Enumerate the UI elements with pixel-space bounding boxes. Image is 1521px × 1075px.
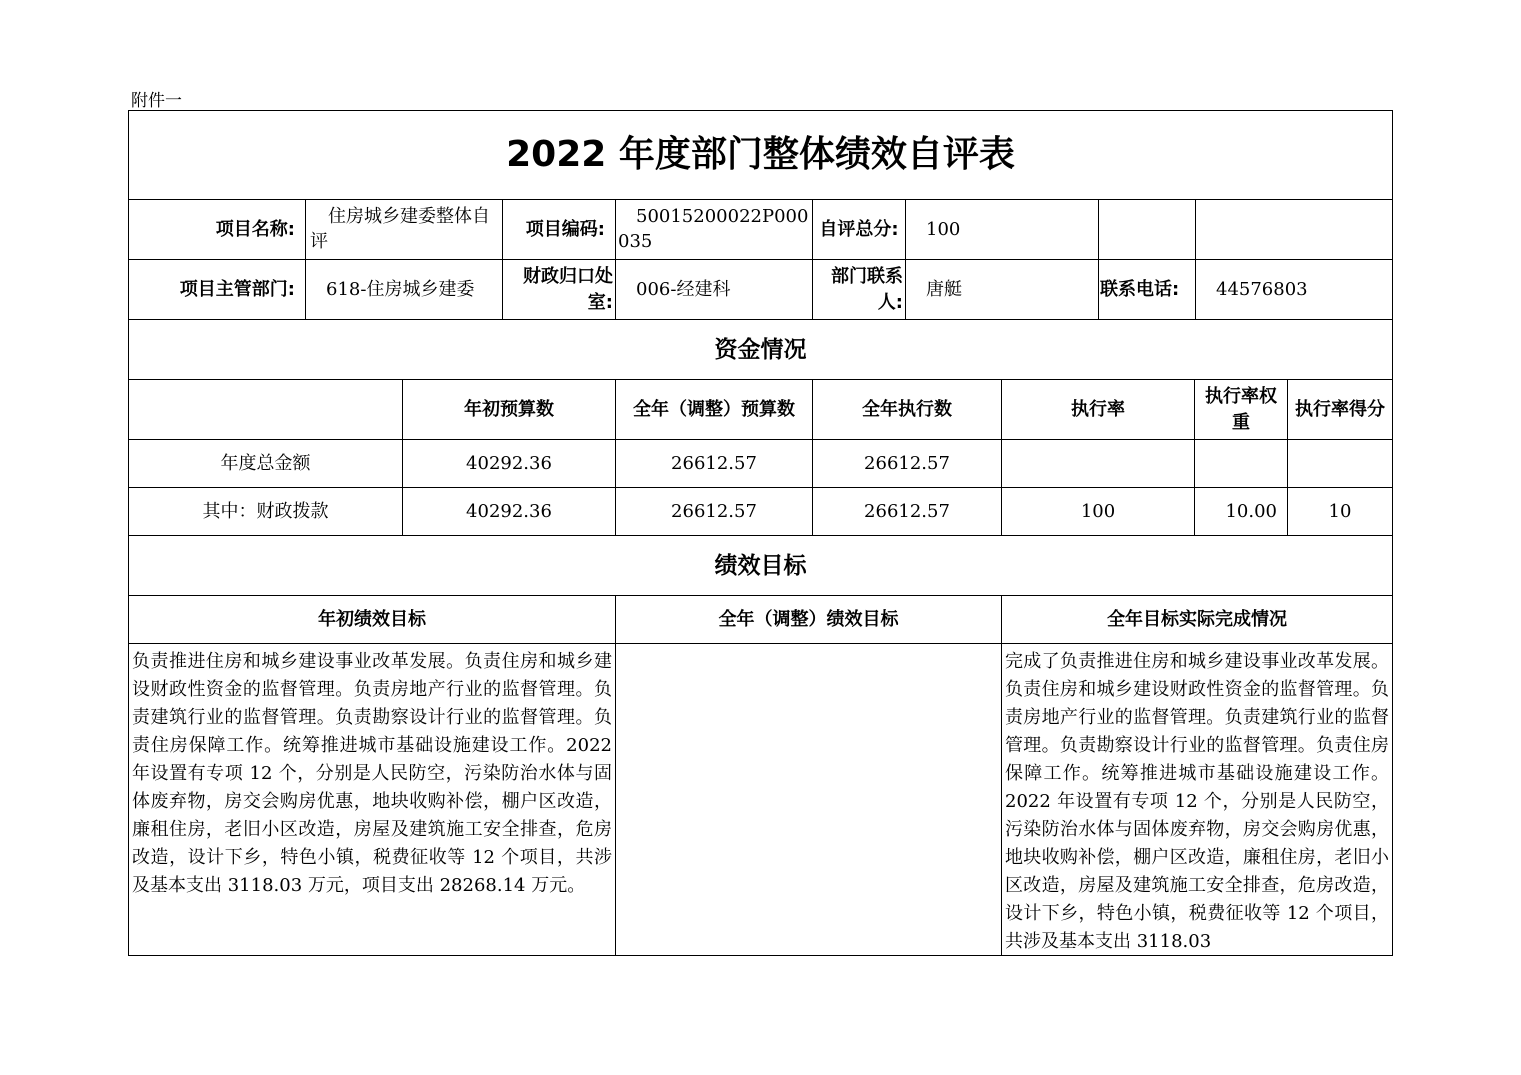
contact-label: 部门联系人: <box>813 260 906 320</box>
empty-cell <box>1099 200 1196 260</box>
total-score-label: 自评总分: <box>813 200 906 260</box>
contact-value: 唐艇 <box>906 260 1099 320</box>
page-title: 2022 年度部门整体绩效自评表 <box>129 111 1392 200</box>
funds-header-weight: 执行率权重 <box>1195 380 1288 440</box>
funds-row-score: 10 <box>1288 488 1392 536</box>
funds-row-weight: 10.00 <box>1195 488 1288 536</box>
funds-row-weight <box>1195 440 1288 488</box>
dept-label: 项目主管部门: <box>129 260 306 320</box>
funds-header-initial: 年初预算数 <box>403 380 616 440</box>
adjusted-goal-text <box>616 644 1002 955</box>
actual-completion-text: 完成了负责推进住房和城乡建设事业改革发展。负责住房和城乡建设财政性资金的监督管理。负责房地产行业的监督管理。负责建筑行业的监督管理。负责勘察设计行业的监督管理。负责住房保障工作。统筹推进城市基础设施建设工作。2022 年设置有专项 12 个，分别是人民防空，污染防治水体与固体废弃物，房交会购房优惠，地块收购补偿，棚户区改造，廉租住房，老旧小区改造，房屋及建筑施工安全排查，危房改造，设计下乡，特色小镇，税费征收等 12 个项目，共涉及基本支出 3118.03 <box>1005 651 1389 952</box>
funds-row-rate <box>1002 440 1195 488</box>
funds-row-executed: 26612.57 <box>813 440 1002 488</box>
empty-cell <box>1196 200 1392 260</box>
finance-office-label: 财政归口处室: <box>503 260 616 320</box>
performance-section-title: 绩效目标 <box>129 536 1392 596</box>
funds-row-score <box>1288 440 1392 488</box>
funds-header-score: 执行率得分 <box>1288 380 1392 440</box>
project-name-value: 住房城乡建委整体自评 <box>306 200 503 260</box>
project-name-label: 项目名称: <box>129 200 306 260</box>
finance-office-value: 006-经建科 <box>616 260 813 320</box>
funds-row-label: 年度总金额 <box>129 440 403 488</box>
attachment-label: 附件一 <box>131 91 182 111</box>
funds-header-rate: 执行率 <box>1002 380 1195 440</box>
evaluation-table <box>128 110 1393 956</box>
funds-row-rate: 100 <box>1002 488 1195 536</box>
funds-row-adjusted: 26612.57 <box>616 488 813 536</box>
funds-row-label: 其中：财政拨款 <box>129 488 403 536</box>
initial-goal-text: 负责推进住房和城乡建设事业改革发展。负责住房和城乡建设财政性资金的监督管理。负责房地产行业的监督管理。负责建筑行业的监督管理。负责勘察设计行业的监督管理。负责住房保障工作。统筹推进城市基础设施建设工作。2022 年设置有专项 12 个，分别是人民防空，污染防治水体与固体废弃物，房交会购房优惠，地块收购补偿，棚户区改造，廉租住房，老旧小区改造，房屋及建筑施工安全排查，危房改造，设计下乡，特色小镇，税费征收等 12 个项目，共涉及基本支出 3118.03 万元，项目支出 28268.14 万元。 <box>129 644 616 955</box>
dept-value: 618-住房城乡建委 <box>306 260 503 320</box>
performance-header-initial: 年初绩效目标 <box>129 596 616 644</box>
performance-header-adjusted: 全年（调整）绩效目标 <box>616 596 1002 644</box>
total-score-value: 100 <box>906 200 1099 260</box>
phone-value: 44576803 <box>1196 260 1392 320</box>
funds-section-title: 资金情况 <box>129 320 1392 380</box>
performance-header-actual: 全年目标实际完成情况 <box>1002 596 1392 644</box>
project-code-value: 50015200022P000035 <box>616 200 813 260</box>
funds-header-blank <box>129 380 403 440</box>
funds-row-initial: 40292.36 <box>403 488 616 536</box>
project-code-label: 项目编码: <box>503 200 616 260</box>
funds-header-adjusted: 全年（调整）预算数 <box>616 380 813 440</box>
funds-header-executed: 全年执行数 <box>813 380 1002 440</box>
funds-row-initial: 40292.36 <box>403 440 616 488</box>
phone-label: 联系电话: <box>1099 260 1196 320</box>
funds-row-executed: 26612.57 <box>813 488 1002 536</box>
funds-row-adjusted: 26612.57 <box>616 440 813 488</box>
